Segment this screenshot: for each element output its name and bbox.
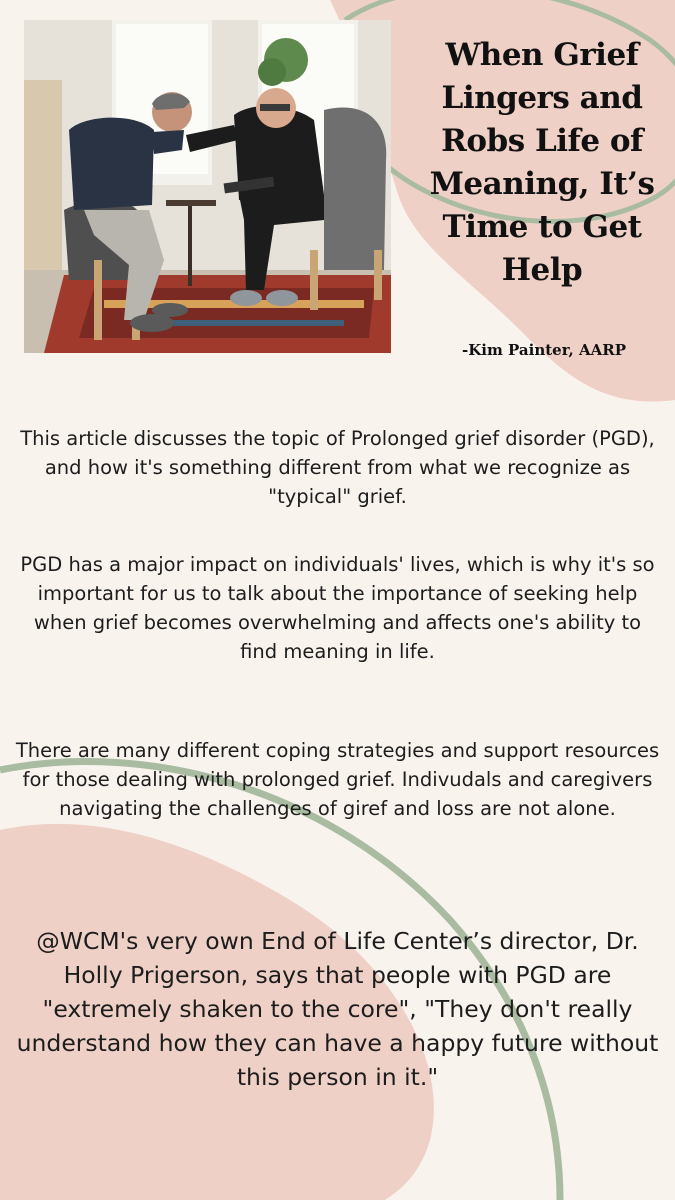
body-paragraph-1: This article discusses the topic of Prolonged grief disorder (PGD), and how it's something different from what we recognize as "typical" grief. xyxy=(20,427,655,508)
article-byline: -Kim Painter, AARP xyxy=(461,341,626,359)
director-quote: @WCM's very own End of Life Center’s director, Dr. Holly Prigerson, says that people with PGD are "extremely shaken to the core", "They don't really understand how they can have a happy future without this person in it." xyxy=(16,927,659,1091)
body-paragraph-3: There are many different coping strategies and support resources for those dealing with prolonged grief. Indivudals and caregivers navigating the challenges of giref and loss are not alone. xyxy=(15,739,660,820)
body-paragraph-2: PGD has a major impact on individuals' lives, which is why it's so important for us to talk about the importance of seeking help when grief becomes overwhelming and affects one's ability to find meaning in life. xyxy=(20,553,655,663)
article-photo xyxy=(24,20,391,353)
article-title: When Grief Lingers and Robs Life of Meaning, It’s Time to Get Help xyxy=(429,37,655,288)
therapy-session-photo-icon xyxy=(24,20,391,353)
